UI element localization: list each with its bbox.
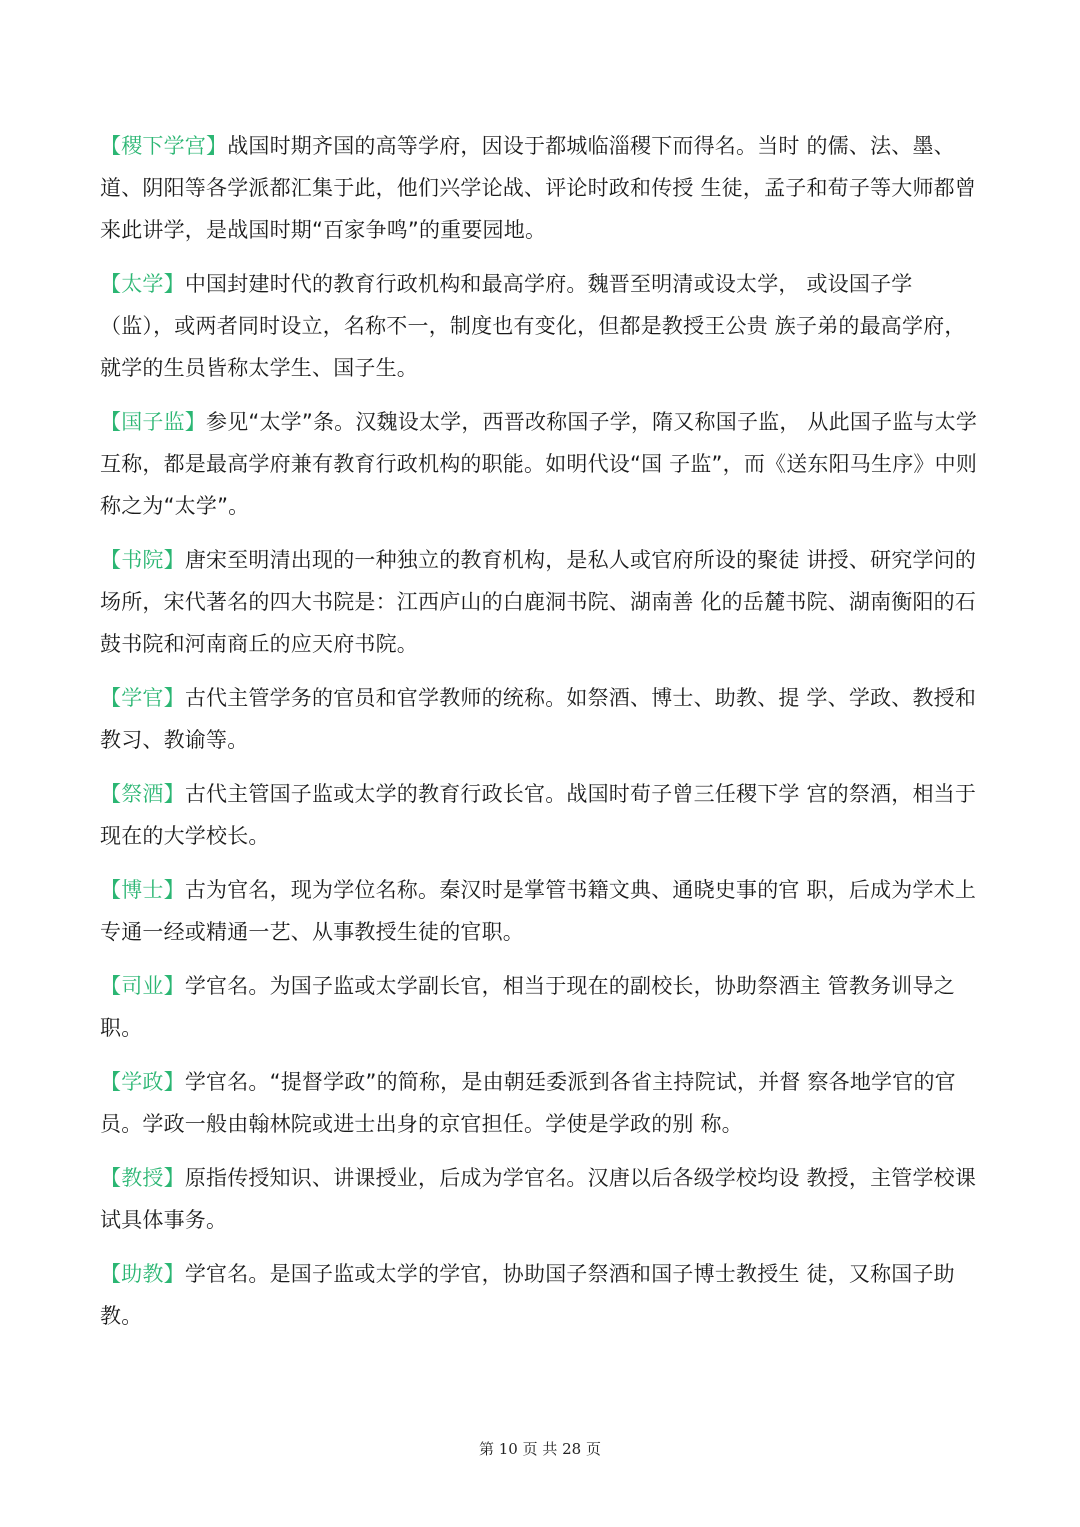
glossary-entry <box>100 1157 980 1241</box>
entry-text: 古代主管学务的官员和官学教师的统称。如祭酒、博士、助教、提 学、学政、教授和教习、教谕等。 <box>100 686 977 752</box>
entry-term: 【教授】 <box>100 1166 185 1190</box>
page-footer <box>0 1438 1080 1459</box>
entry-text: 学官名。“提督学政”的简称，是由朝廷委派到各省主持院试，并督 察各地学官的官员。学政一般由翰林院或进士出身的京官担任。学使是学政的别 称。 <box>100 1070 956 1136</box>
entry-text: 古代主管国子监或太学的教育行政长官。战国时荀子曾三任稷下学 宫的祭酒，相当于现在的大学校长。 <box>100 782 977 848</box>
glossary-entry <box>100 1061 980 1145</box>
entry-term: 【太学】 <box>100 272 185 296</box>
entry-text: 古为官名，现为学位名称。秦汉时是掌管书籍文典、通晓史事的官 职，后成为学术上专通一经或精通一艺、从事教授生徒的官职。 <box>100 878 977 944</box>
entry-term: 【博士】 <box>100 878 185 902</box>
glossary-entry <box>100 869 980 953</box>
entry-term: 【国子监】 <box>100 410 206 434</box>
glossary-entry <box>100 125 980 251</box>
entry-text: 中国封建时代的教育行政机构和最高学府。魏晋至明清或设太学， 或设国子学（监），或两者同时设立，名称不一，制度也有变化，但都是教授王公贵 族子弟的最高学府，就学的生员皆称太学生、国子生。 <box>100 272 966 380</box>
entry-term: 【助教】 <box>100 1262 185 1286</box>
entry-text: 参见“太学”条。汉魏设太学，西晋改称国子学，隋又称国子监， 从此国子监与太学互称，都是最高学府兼有教育行政机构的职能。如明代设“国 子监”，而《送东阳马生序》中则称之为“太学”。 <box>100 410 978 518</box>
entry-text: 原指传授知识、讲课授业，后成为学官名。汉唐以后各级学校均设 教授，主管学校课试具体事务。 <box>100 1166 977 1232</box>
entry-term: 【稷下学宫】 <box>100 134 228 158</box>
entry-text: 学官名。是国子监或太学的学官，协助国子祭酒和国子博士教授生 徒，又称国子助教。 <box>100 1262 955 1328</box>
glossary-entry <box>100 1253 980 1337</box>
entry-text: 学官名。为国子监或太学副长官，相当于现在的副校长，协助祭酒主 管教务训导之职。 <box>100 974 955 1040</box>
entry-term: 【学官】 <box>100 686 185 710</box>
glossary-entry <box>100 965 980 1049</box>
glossary-entry <box>100 263 980 389</box>
entry-term: 【司业】 <box>100 974 185 998</box>
glossary-entries <box>100 125 980 1349</box>
glossary-entry <box>100 677 980 761</box>
page-number: 第 10 页 共 28 页 <box>478 1440 601 1458</box>
entry-term: 【祭酒】 <box>100 782 185 806</box>
entry-term: 【学政】 <box>100 1070 185 1094</box>
glossary-entry <box>100 539 980 665</box>
entry-text: 战国时期齐国的高等学府，因设于都城临淄稷下而得名。当时 的儒、法、墨、道、阴阳等各学派都汇集于此，他们兴学论战、评论时政和传授 生徒，孟子和荀子等大师都曾来此讲学，是战国时期“百家争鸣”的重要园地。 <box>100 134 977 242</box>
glossary-entry <box>100 401 980 527</box>
glossary-entry <box>100 773 980 857</box>
entry-term: 【书院】 <box>100 548 185 572</box>
entry-text: 唐宋至明清出现的一种独立的教育机构，是私人或官府所设的聚徒 讲授、研究学问的场所，宋代著名的四大书院是：江西庐山的白鹿洞书院、湖南善 化的岳麓书院、湖南衡阳的石鼓书院和河南商丘的应天府书院。 <box>100 548 977 656</box>
